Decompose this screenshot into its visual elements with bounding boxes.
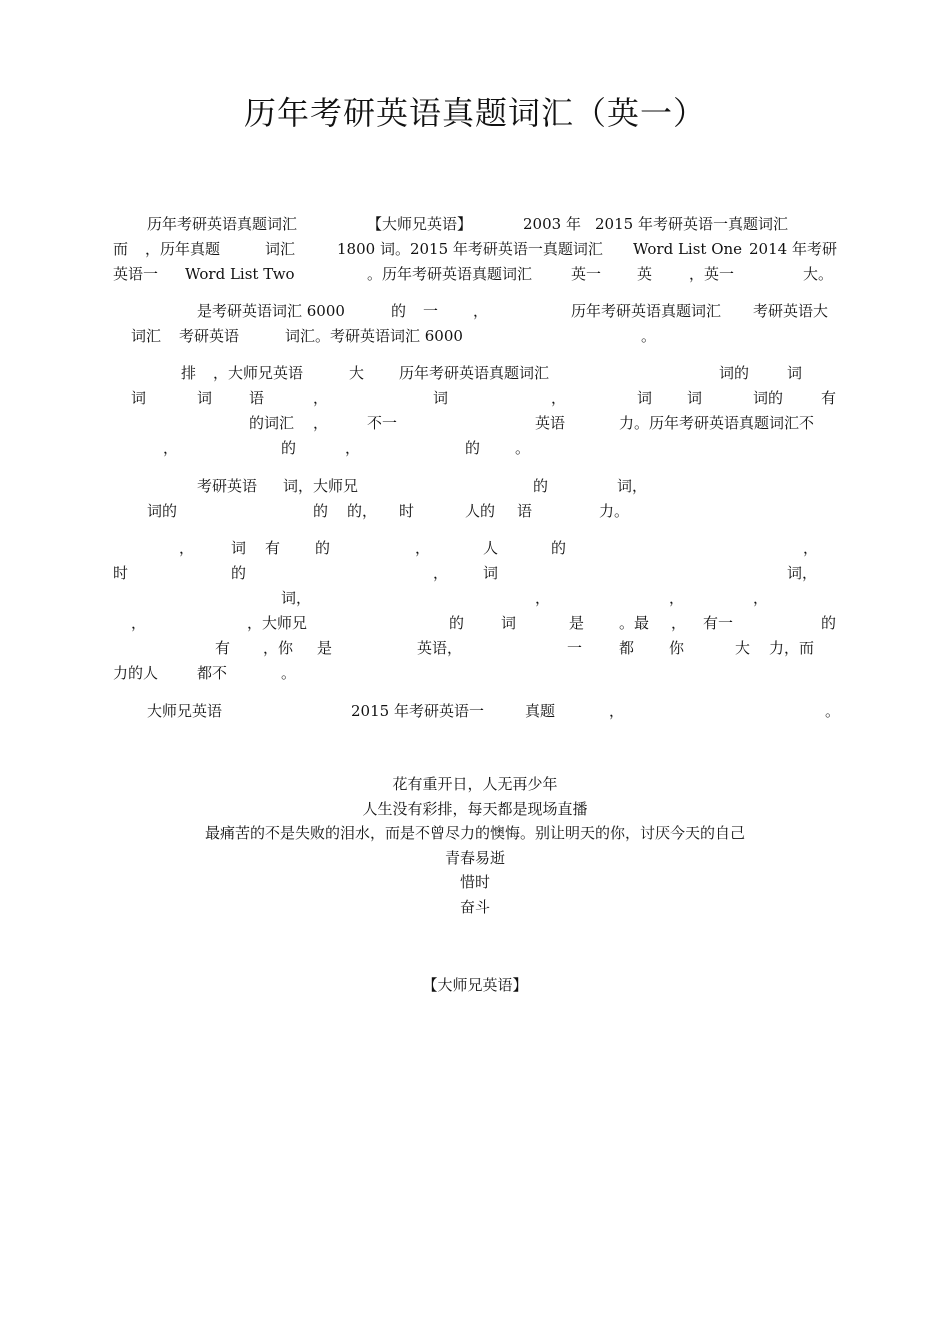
text-fragment: 词汇。考研英语词汇 6000	[285, 327, 463, 345]
text-line	[113, 387, 839, 409]
text-fragment: ，	[473, 302, 489, 320]
text-fragment: ，	[433, 564, 449, 582]
text-line	[113, 362, 839, 384]
text-fragment: ，	[803, 539, 819, 557]
text-fragment: 。	[515, 439, 531, 457]
text-fragment: 有一	[703, 614, 734, 632]
text-line	[113, 475, 839, 497]
text-fragment: 词的	[753, 389, 784, 407]
text-fragment: 2015 年考研英语一	[351, 702, 484, 720]
text-fragment: 词	[501, 614, 517, 632]
text-fragment: 词	[687, 389, 703, 407]
text-line	[113, 562, 839, 584]
text-fragment: Word List Two	[185, 265, 295, 283]
text-fragment: 词的	[719, 364, 750, 382]
text-line	[113, 537, 839, 559]
text-fragment: 不一	[367, 414, 398, 432]
text-fragment: ，	[609, 702, 625, 720]
text-line	[113, 700, 839, 722]
text-fragment: ，英一	[689, 265, 735, 283]
text-fragment: 的	[313, 502, 329, 520]
text-fragment: 词	[433, 389, 449, 407]
text-fragment: 人的	[465, 502, 496, 520]
text-fragment: 历年考研英语真题词汇	[571, 302, 722, 320]
text-fragment: 时	[113, 564, 129, 582]
text-fragment: ，	[535, 589, 551, 607]
text-fragment: 词	[483, 564, 499, 582]
text-fragment: 的，	[347, 502, 378, 520]
text-fragment: ，你	[263, 639, 294, 657]
text-fragment: 的	[391, 302, 407, 320]
text-fragment: 词，	[787, 564, 818, 582]
text-fragment: 的词汇	[249, 414, 295, 432]
text-line	[113, 325, 839, 347]
text-fragment: 词汇	[131, 327, 162, 345]
text-fragment: ，	[551, 389, 567, 407]
text-line	[113, 500, 839, 522]
text-fragment: 大师兄英语	[147, 702, 223, 720]
text-fragment: ，	[753, 589, 769, 607]
text-fragment: 有	[215, 639, 231, 657]
text-fragment: 的	[533, 477, 549, 495]
text-fragment: 是	[569, 614, 585, 632]
text-fragment: ，历年真题	[145, 240, 221, 258]
text-line	[113, 662, 839, 684]
text-fragment: ，	[671, 614, 687, 632]
text-fragment: 2003 年	[523, 215, 581, 233]
text-fragment: 考研英语	[179, 327, 240, 345]
text-fragment: 2015 年考研英语一真题词汇	[595, 215, 788, 233]
text-line	[113, 238, 839, 260]
text-fragment: 2014 年考研	[749, 240, 837, 258]
text-fragment: ，大师兄英语	[213, 364, 304, 382]
text-line	[113, 263, 839, 285]
text-fragment: 有	[265, 539, 281, 557]
text-fragment: 力，而	[769, 639, 815, 657]
text-fragment: 人	[483, 539, 499, 557]
text-fragment: 语	[517, 502, 533, 520]
text-fragment: 词	[131, 389, 147, 407]
motto-line: 青春易逝	[444, 848, 505, 867]
text-fragment: 力的人	[113, 664, 159, 682]
text-fragment: 词	[787, 364, 803, 382]
text-fragment: 力。	[599, 502, 630, 520]
text-line	[113, 213, 839, 235]
text-line	[113, 412, 839, 434]
text-fragment: 是	[317, 639, 333, 657]
motto-block	[0, 772, 950, 919]
text-fragment: 的	[315, 539, 331, 557]
text-fragment: 考研英语大	[753, 302, 829, 320]
text-fragment: Word List One	[633, 240, 743, 258]
text-fragment: ，	[163, 439, 179, 457]
text-fragment: 都	[619, 639, 635, 657]
text-fragment: 考研英语	[197, 477, 258, 495]
text-fragment: 的	[821, 614, 837, 632]
text-fragment: 真题	[525, 702, 556, 720]
text-fragment: ，	[345, 439, 361, 457]
text-line	[113, 437, 839, 459]
text-fragment: 你	[669, 639, 685, 657]
text-fragment: 大	[349, 364, 365, 382]
footer-signature: 【大师兄英语】	[422, 976, 528, 994]
text-line	[113, 637, 839, 659]
text-fragment: 。	[641, 327, 657, 345]
text-fragment: 是考研英语词汇 6000	[197, 302, 345, 320]
text-fragment: 英语，	[417, 639, 463, 657]
text-fragment: 英	[637, 265, 653, 283]
text-fragment: 大	[735, 639, 751, 657]
motto-line: 奋斗	[459, 897, 490, 916]
text-fragment: 词	[637, 389, 653, 407]
text-fragment: ，	[179, 539, 195, 557]
text-fragment: 力。历年考研英语真题词汇不	[619, 414, 815, 432]
motto-line: 最痛苦的不是失败的泪水，而是不曾尽力的懊悔。别让明天的你，讨厌今天的自己	[204, 824, 745, 842]
text-fragment: 词，	[281, 589, 312, 607]
text-fragment: ，	[131, 614, 147, 632]
text-fragment: 而	[113, 240, 129, 258]
text-fragment: 的	[449, 614, 465, 632]
text-fragment: 词，	[617, 477, 648, 495]
text-fragment: 词	[197, 389, 213, 407]
motto-line: 花有重开日，人无再少年	[392, 775, 558, 793]
motto-line: 惜时	[459, 873, 490, 891]
text-fragment: ，大师兄	[247, 614, 308, 632]
text-fragment: 。历年考研英语真题词汇	[367, 265, 533, 283]
text-line	[113, 587, 839, 609]
text-fragment: 英一	[571, 265, 602, 283]
text-fragment: 1800 词。2015 年考研英语一真题词汇	[337, 240, 603, 258]
text-fragment: 词的	[147, 502, 178, 520]
text-fragment: ，	[415, 539, 431, 557]
document-title: 历年考研英语真题词汇（英一）	[243, 94, 706, 132]
text-fragment: 。	[281, 664, 297, 682]
text-fragment: ，	[669, 589, 685, 607]
text-fragment: 一	[567, 639, 583, 657]
text-fragment: 大。	[803, 265, 834, 283]
text-fragment: 的	[281, 439, 297, 457]
text-line	[113, 612, 839, 634]
text-fragment: 历年考研英语真题词汇	[399, 364, 550, 382]
text-fragment: ，	[313, 389, 329, 407]
text-fragment: 时	[399, 502, 415, 520]
text-fragment: 。最	[619, 614, 650, 632]
text-fragment: 【大师兄英语】	[367, 215, 473, 233]
text-fragment: 语	[249, 389, 265, 407]
text-fragment: 一	[423, 302, 439, 320]
text-fragment: 英语一	[113, 265, 159, 283]
text-fragment: 词汇	[265, 240, 296, 258]
text-fragment: 词，大师兄	[283, 477, 359, 495]
text-fragment: 。	[825, 702, 841, 720]
text-fragment: 词	[231, 539, 247, 557]
text-fragment: 排	[181, 364, 197, 382]
text-fragment: 都不	[197, 664, 228, 682]
text-fragment: 的	[231, 564, 247, 582]
text-fragment: 的	[465, 439, 481, 457]
motto-line: 人生没有彩排，每天都是现场直播	[362, 799, 588, 818]
text-fragment: 英语	[535, 414, 566, 432]
text-fragment: ，	[313, 414, 329, 432]
text-fragment: 历年考研英语真题词汇	[147, 215, 298, 233]
text-line	[113, 300, 839, 322]
text-fragment: 有	[821, 389, 837, 407]
text-fragment: 的	[551, 539, 567, 557]
